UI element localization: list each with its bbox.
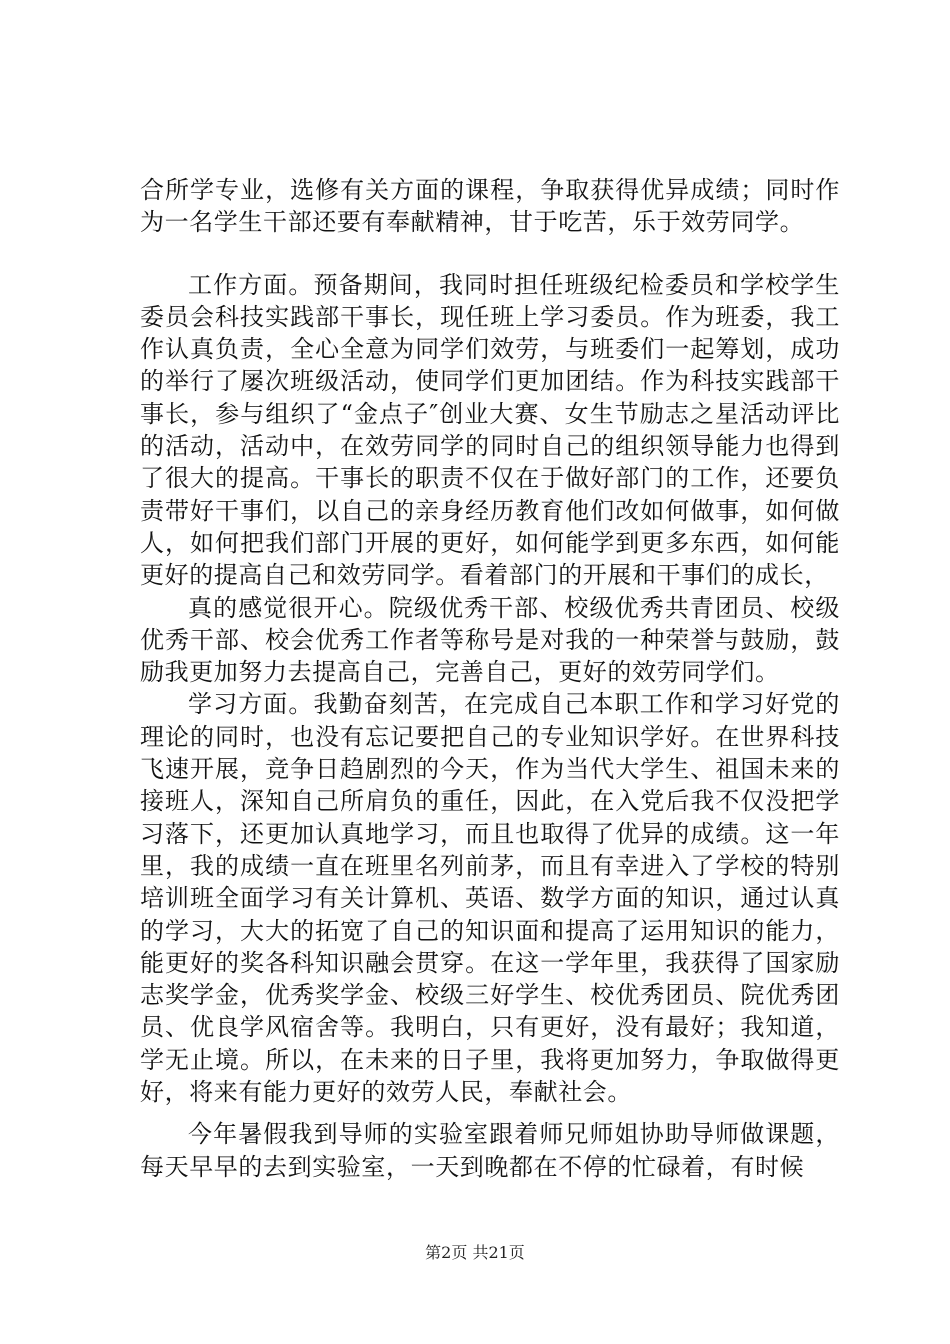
paragraph-honors: 真的感觉很开心。院级优秀干部、校级优秀共青团员、校级优秀干部、校会优秀工作者等称号是对我的一种荣誉与鼓励，鼓励我更加努力去提高自己，完善自己，更好的效劳同学们。 — [140, 593, 840, 687]
paragraph-study: 学习方面。我勤奋刻苦，在完成自己本职工作和学习好党的理论的同时，也没有忘记要把自己的专业知识学好。在世界科技飞速开展，竞争日趋剧烈的今天，作为当代大学生、祖国未来的接班人，深知自己所肩负的重任，因此，在入党后我不仅没把学习落下，还更加认真地学习，而且也取得了优异的成绩。这一年里，我的成绩一直在班里名列前茅，而且有幸进入了学校的特别培训班全面学习有关计算机、英语、数学方面的知识，通过认真的学习，大大的拓宽了自己的知识面和提高了运用知识的能力，能更好的奖各科知识融会贯穿。在这一学年里，我获得了国家励志奖学金，优秀奖学金、校级三好学生、校优秀团员、院优秀团员、优良学风宿舍等。我明白，只有更好，没有最好；我知道，学无止境。所以，在未来的日子里，我将更加努力，争取做得更好，将来有能力更好的效劳人民，奉献社会。 — [140, 690, 840, 1107]
paragraph-continuation: 合所学专业，选修有关方面的课程，争取获得优异成绩；同时作为一名学生干部还要有奉献精神，甘于吃苦，乐于效劳同学。 — [140, 176, 840, 237]
document-body — [140, 174, 840, 1183]
paragraph-summer: 今年暑假我到导师的实验室跟着师兄师姐协助导师做课题，每天早早的去到实验室，一天到晚都在不停的忙碌着，有时候 — [140, 1120, 840, 1181]
page-number-footer: 第2页 共21页 — [425, 1243, 525, 1262]
paragraph-work: 工作方面。预备期间，我同时担任班级纪检委员和学校学生委员会科技实践部干事长，现任班上学习委员。作为班委，我工作认真负责，全心全意为同学们效劳，与班委们一起筹划，成功的举行了屡次班级活动，使同学们更加团结。作为科技实践部干事长，参与组织了“金点子″创业大赛、女生节励志之星活动评比的活动，活动中，在效劳同学的同时自己的组织领导能力也得到了很大的提高。干事长的职责不仅在于做好部门的工作，还要负责带好干事们，以自己的亲身经历教育他们改如何做事，如何做人，如何把我们部门开展的更好，如何能学到更多东西，如何能更好的提高自己和效劳同学。看着部门的开展和干事们的成长， — [140, 270, 840, 590]
